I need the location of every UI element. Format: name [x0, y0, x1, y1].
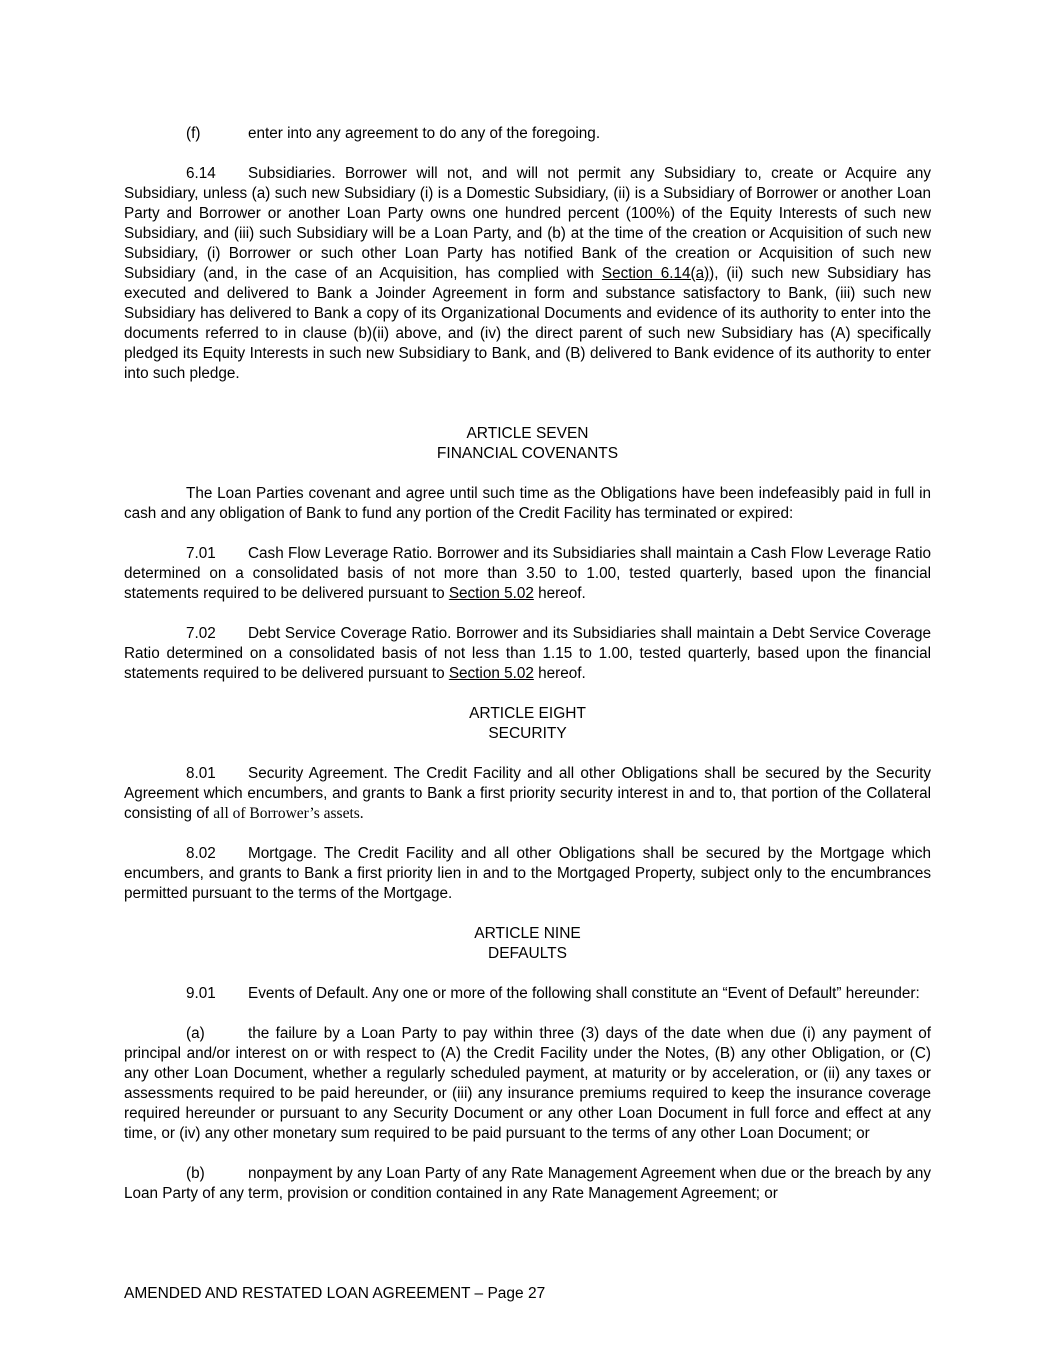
article-eight-subheading: SECURITY [488, 725, 567, 742]
clause-b [124, 1164, 931, 1204]
clause-f [124, 124, 931, 144]
page-body [124, 124, 931, 1204]
section-6-14-number: 6.14 [186, 165, 216, 182]
section-7-02-text-1: Debt Service Coverage Ratio. Borrower and its Subsidiaries shall maintain a Debt Service Coverage Ratio determined on a consolidated basis of not less than 1.15 to 1.00, tested quarterly, based upon the financial statements required to be delivered pursuant to [124, 625, 931, 682]
page-footer: AMENDED AND RESTATED LOAN AGREEMENT – Page 27 [124, 1285, 546, 1302]
section-8-02-number: 8.02 [186, 845, 216, 862]
section-7-02-text-2: hereof. [533, 665, 586, 682]
article-seven-subheading: FINANCIAL COVENANTS [436, 445, 619, 462]
section-9-01 [124, 984, 931, 1004]
section-6-14-text-2: ), (ii) such new Subsidiary has executed and delivered to Bank a Joinder Agreement in form and substance satisfactory to Bank, (iii) such new Subsidiary has delivered to Bank a copy of its Organizational Documents and evidence of its authority to enter into the documents referred to in clause (b)(ii) above, and (iv) the direct parent of such new Subsidiary has (A) specifically pledged its Equity Interests in such new Subsidiary to Bank, and (B) delivered to Bank evidence of its authority to enter into such pledge. [124, 265, 931, 382]
section-7-02-reference: Section 5.02 [448, 665, 534, 682]
section-6-14-title: Subsidiaries. [248, 165, 336, 182]
clause-f-text: enter into any agreement to do any of the foregoing. [248, 125, 601, 142]
clause-b-text: nonpayment by any Loan Party of any Rate Management Agreement when due or the breach by any Loan Party of any term, provision or condition contained in any Rate Management Agreement; or [124, 1165, 931, 1202]
clause-b-label: (b) [186, 1165, 205, 1182]
clause-f-label: (f) [186, 125, 201, 142]
section-9-01-number: 9.01 [186, 985, 216, 1002]
section-8-02 [124, 844, 931, 904]
clause-a [124, 1024, 931, 1144]
article-seven-heading: ARTICLE SEVEN [466, 425, 589, 442]
section-8-01 [124, 764, 931, 824]
article-seven-intro: The Loan Parties covenant and agree until such time as the Obligations have been indefeasibly paid in full in cash and any obligation of Bank to fund any portion of the Credit Facility has terminated or expired: [124, 485, 931, 522]
section-7-01-text-1: Cash Flow Leverage Ratio. Borrower and its Subsidiaries shall maintain a Cash Flow Leverage Ratio determined on a consolidated basis of not more than 3.50 to 1.00, tested quarterly, based upon the financial statements required to be delivered pursuant to [124, 545, 931, 602]
section-8-01-text-1: Security Agreement. The Credit Facility and all other Obligations shall be secured by the Security Agreement which encumbers, and grants to Bank a first priority security interest in and to, that portion of the Collateral consisting of [124, 765, 931, 822]
section-6-14-reference: Section 6.14(a) [601, 265, 710, 282]
section-7-01-text-2: hereof. [533, 585, 586, 602]
section-7-02-number: 7.02 [186, 625, 216, 642]
section-6-14-text-1: Borrower will not, and will not permit any Subsidiary to, create or Acquire any Subsidiary, unless (a) such new Subsidiary (i) is a Domestic Subsidiary, (ii) is a Subsidiary of Borrower or another Loan Party and Borrower or another Loan Party owns one hundred percent (100%) of the Equity Interests of such new Subsidiary, and (iii) such Subsidiary will be a Loan Party, and (b) at the time of the creation or Acquisition of such new Subsidiary, (i) Borrower or such other Loan Party has notified Bank of the creation or Acquisition of such new Subsidiary (and, in the case of an Acquisition, has complied with [124, 165, 931, 282]
article-nine-heading: ARTICLE NINE [474, 925, 581, 942]
section-8-02-text: Mortgage. The Credit Facility and all other Obligations shall be secured by the Mortgage which encumbers, and grants to Bank a first priority lien in and to the Mortgaged Property, subject only to the encumbrances permitted pursuant to the terms of the Mortgage. [124, 845, 931, 902]
section-7-01-reference: Section 5.02 [448, 585, 534, 602]
section-6-14 [124, 164, 931, 384]
section-7-01-number: 7.01 [186, 545, 216, 562]
section-7-01 [124, 544, 931, 604]
section-9-01-text: Events of Default. Any one or more of the following shall constitute an “Event of Default” hereunder: [248, 985, 920, 1002]
article-nine-subheading: DEFAULTS [488, 945, 567, 962]
section-7-02 [124, 624, 931, 684]
article-eight-heading: ARTICLE EIGHT [469, 705, 586, 722]
clause-a-text: the failure by a Loan Party to pay within three (3) days of the date when due (i) any payment of principal and/or interest on or with respect to (A) the Credit Facility under the Notes, (B) any other Obligation, or (C) any other Loan Document, whether a regularly scheduled payment, at maturity or by acceleration, or (ii) any taxes or assessments required to be paid hereunder, or (iii) any insurance premiums required to keep the insurance coverage required hereunder or pursuant to any Security Document or any other Loan Document in full force and effect at any time, or (iv) any other monetary sum required to be paid pursuant to the terms of any other Loan Document; or [124, 1025, 931, 1142]
section-8-01-number: 8.01 [186, 765, 216, 782]
clause-a-label: (a) [186, 1025, 205, 1042]
section-8-01-text-2: all of Borrower’s assets. [213, 805, 364, 822]
